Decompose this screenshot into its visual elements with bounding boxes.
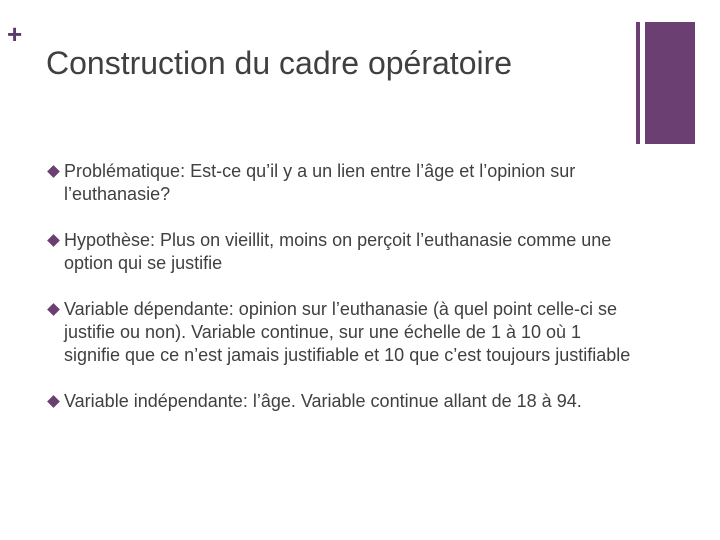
bullet-hypothese [47,229,637,275]
diamond-icon [47,395,60,408]
plus-icon: + [7,19,23,49]
bullet-text: Variable dépendante: opinion sur l’euthanasie (à quel point celle-ci se justifie ou non). Variable continue, sur une échelle de 1 à 10 où 1 signifie que ce n’est jamais justifiable et 10 que c’est toujours justifiable [64,299,631,365]
diamond-icon [47,303,60,316]
bullet-list [47,160,637,413]
diamond-icon [47,234,60,247]
slide-title: Construction du cadre opératoire [46,45,513,81]
bullet-problematique [47,160,637,206]
decorative-bar-thin [636,22,640,144]
bullet-variable-independante [47,390,637,413]
bullet-text: Variable indépendante: l’âge. Variable continue allant de 18 à 94. [64,391,582,411]
bullet-variable-dependante [47,298,637,367]
bullet-text: Problématique: Est-ce qu’il y a un lien entre l’âge et l’opinion sur l’euthanasie? [64,161,576,204]
diamond-icon [47,165,60,178]
decorative-bar-thick [645,22,695,144]
bullet-text: Hypothèse: Plus on vieillit, moins on perçoit l’euthanasie comme une option qui se justifie [64,230,612,273]
